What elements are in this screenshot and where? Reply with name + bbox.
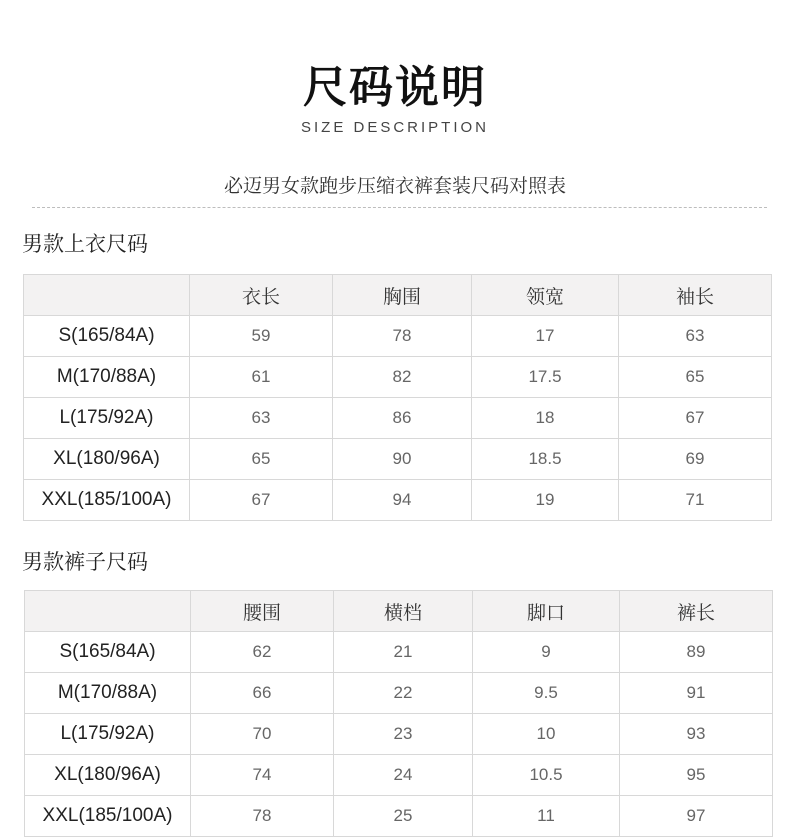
size-label: XL(180/96A) bbox=[25, 755, 191, 796]
table-cell: 18.5 bbox=[472, 439, 619, 480]
pants-size-table bbox=[24, 590, 773, 837]
table-row bbox=[25, 632, 773, 673]
table-row bbox=[24, 480, 772, 521]
table-cell: 70 bbox=[191, 714, 334, 755]
table-cell: 65 bbox=[619, 357, 772, 398]
size-label: L(175/92A) bbox=[25, 714, 191, 755]
tops-section-title: 男款上衣尺码 bbox=[22, 232, 148, 256]
table-cell: 63 bbox=[619, 316, 772, 357]
size-label: S(165/84A) bbox=[25, 632, 191, 673]
table-row bbox=[24, 357, 772, 398]
table-row bbox=[24, 316, 772, 357]
table-row bbox=[25, 714, 773, 755]
size-label: XXL(185/100A) bbox=[25, 796, 191, 837]
table-cell: 9 bbox=[473, 632, 620, 673]
table-row bbox=[25, 755, 773, 796]
table-row bbox=[24, 398, 772, 439]
pants-header-crotch: 横档 bbox=[334, 591, 473, 632]
page-title: 尺码说明 bbox=[303, 62, 487, 113]
table-cell: 62 bbox=[191, 632, 334, 673]
table-cell: 94 bbox=[333, 480, 472, 521]
size-label: XL(180/96A) bbox=[24, 439, 190, 480]
tops-header-sleeve: 袖长 bbox=[619, 275, 772, 316]
page-subtitle: SIZE DESCRIPTION bbox=[300, 119, 490, 136]
table-cell: 82 bbox=[333, 357, 472, 398]
table-row bbox=[25, 796, 773, 837]
table-cell: 69 bbox=[619, 439, 772, 480]
size-label: S(165/84A) bbox=[24, 316, 190, 357]
table-cell: 97 bbox=[620, 796, 773, 837]
tops-header-row bbox=[24, 275, 772, 316]
table-cell: 74 bbox=[191, 755, 334, 796]
table-cell: 25 bbox=[334, 796, 473, 837]
size-label: M(170/88A) bbox=[24, 357, 190, 398]
table-cell: 67 bbox=[619, 398, 772, 439]
table-cell: 18 bbox=[472, 398, 619, 439]
table-cell: 9.5 bbox=[473, 673, 620, 714]
tops-size-table bbox=[23, 274, 772, 521]
table-cell: 17 bbox=[472, 316, 619, 357]
table-cell: 66 bbox=[191, 673, 334, 714]
pants-header-length: 裤长 bbox=[620, 591, 773, 632]
table-cell: 23 bbox=[334, 714, 473, 755]
table-cell: 89 bbox=[620, 632, 773, 673]
table-cell: 21 bbox=[334, 632, 473, 673]
table-cell: 78 bbox=[191, 796, 334, 837]
table-cell: 10.5 bbox=[473, 755, 620, 796]
pants-header-hem: 脚口 bbox=[473, 591, 620, 632]
table-cell: 24 bbox=[334, 755, 473, 796]
table-cell: 90 bbox=[333, 439, 472, 480]
table-cell: 59 bbox=[190, 316, 333, 357]
table-cell: 67 bbox=[190, 480, 333, 521]
table-cell: 10 bbox=[473, 714, 620, 755]
dashed-divider bbox=[32, 207, 767, 208]
table-cell: 11 bbox=[473, 796, 620, 837]
tops-header-corner bbox=[24, 275, 190, 316]
pants-section-title: 男款裤子尺码 bbox=[22, 550, 148, 574]
table-cell: 95 bbox=[620, 755, 773, 796]
table-cell: 63 bbox=[190, 398, 333, 439]
table-cell: 91 bbox=[620, 673, 773, 714]
size-label: M(170/88A) bbox=[25, 673, 191, 714]
tops-header-chest: 胸围 bbox=[333, 275, 472, 316]
tops-header-length: 衣长 bbox=[190, 275, 333, 316]
table-row bbox=[24, 439, 772, 480]
pants-header-waist: 腰围 bbox=[191, 591, 334, 632]
table-cell: 17.5 bbox=[472, 357, 619, 398]
table-cell: 61 bbox=[190, 357, 333, 398]
size-label: XXL(185/100A) bbox=[24, 480, 190, 521]
table-cell: 78 bbox=[333, 316, 472, 357]
table-cell: 93 bbox=[620, 714, 773, 755]
table-cell: 71 bbox=[619, 480, 772, 521]
table-row bbox=[25, 673, 773, 714]
table-cell: 19 bbox=[472, 480, 619, 521]
table-cell: 65 bbox=[190, 439, 333, 480]
size-label: L(175/92A) bbox=[24, 398, 190, 439]
pants-header-corner bbox=[25, 591, 191, 632]
tops-header-collar: 领宽 bbox=[472, 275, 619, 316]
chart-description: 必迈男女款跑步压缩衣裤套装尺码对照表 bbox=[223, 175, 566, 197]
table-cell: 86 bbox=[333, 398, 472, 439]
table-cell: 22 bbox=[334, 673, 473, 714]
pants-header-row bbox=[25, 591, 773, 632]
